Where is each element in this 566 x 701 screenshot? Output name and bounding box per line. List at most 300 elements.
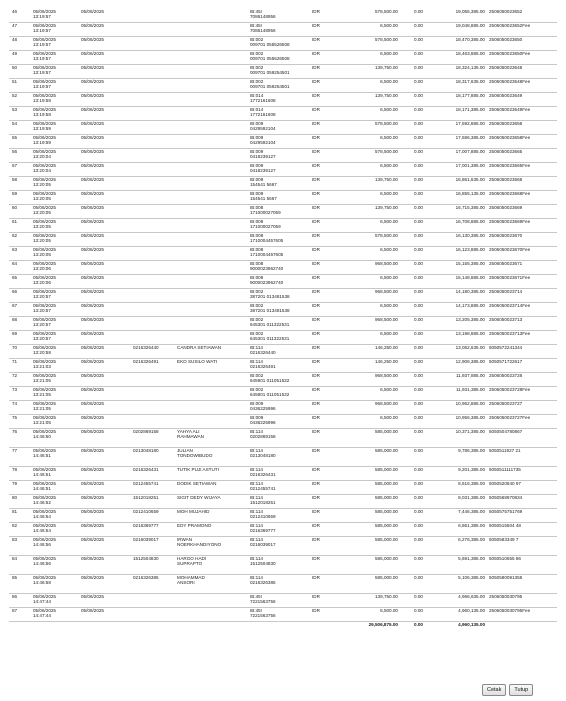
transaction-datetime-text: 14:46:56 [33, 542, 51, 548]
currency-text: IDR [312, 401, 320, 406]
currency [310, 135, 346, 149]
counterparty-name [175, 261, 248, 275]
balance-text: 18,470,385.00 [455, 37, 485, 42]
row-number-text: 53 [12, 107, 18, 112]
reference-number [131, 608, 175, 622]
fee-text: 0.00 [414, 608, 423, 613]
fee-text: 0.00 [414, 65, 423, 70]
currency [310, 23, 346, 37]
currency [310, 149, 346, 163]
description-text: 0418239127 [250, 154, 276, 160]
table-row[interactable] [9, 275, 557, 289]
fee [400, 51, 425, 65]
table-row[interactable] [9, 205, 557, 219]
counterparty-name-text: EDY PRAMONO [177, 523, 212, 528]
description [248, 556, 310, 575]
table-row[interactable] [9, 317, 557, 331]
row-number-text: 75 [12, 415, 18, 420]
value-date-text: 05/06/2025 [81, 359, 104, 364]
description-text: 645301 011322531 [250, 336, 290, 342]
transaction-datetime-text: 05/06/2025 [33, 523, 56, 528]
fee [400, 275, 425, 289]
table-row[interactable] [9, 429, 557, 448]
table-row[interactable] [9, 537, 557, 556]
row-number [9, 331, 31, 345]
fee-text: 0.00 [414, 23, 423, 28]
fee [400, 65, 425, 79]
transaction-datetime [31, 9, 79, 23]
fee-text: 0.00 [414, 79, 423, 84]
currency [310, 93, 346, 107]
total-amount [346, 622, 400, 632]
amount [346, 467, 400, 481]
description-text: 1512504830 [250, 561, 276, 567]
balance-text: 4,960,135.00 [458, 608, 485, 613]
balance [425, 387, 487, 401]
currency-text: IDR [312, 121, 320, 126]
balance [425, 495, 487, 509]
fee [400, 219, 425, 233]
description-text: 154541 5667 [250, 196, 277, 202]
transaction-id [487, 359, 557, 373]
value-date [79, 79, 131, 93]
amount [346, 331, 400, 345]
transaction-id [487, 191, 557, 205]
table-row[interactable] [9, 65, 557, 79]
fee-text: 0.00 [414, 373, 423, 378]
value-date [79, 303, 131, 317]
amount-text: 6,500.00 [380, 303, 398, 308]
description [248, 191, 310, 205]
transaction-id-text: 2506050023714Fee [489, 303, 531, 308]
counterparty-name [175, 575, 248, 594]
row-number [9, 401, 31, 415]
amount-text: 6,500.00 [380, 107, 398, 112]
fee-text: 0.00 [414, 219, 423, 224]
fee-text: 0.00 [414, 359, 423, 364]
fee [400, 289, 425, 303]
table-row[interactable] [9, 556, 557, 575]
amount [346, 135, 400, 149]
transaction-id-text: 5050571722617 [489, 359, 523, 364]
transaction-id-text: 2506050023665 [489, 149, 523, 154]
value-date [79, 345, 131, 359]
currency [310, 467, 346, 481]
value-date-text: 05/06/2025 [81, 191, 104, 196]
balance-text: 6,276,385.00 [458, 537, 485, 542]
table-row[interactable] [9, 359, 557, 373]
table-row[interactable] [9, 495, 557, 509]
fee-text: 0.00 [414, 429, 423, 434]
row-number-text: 59 [12, 191, 18, 196]
table-row[interactable] [9, 177, 557, 191]
transaction-datetime-text: 05/06/2025 [33, 556, 56, 561]
currency [310, 247, 346, 261]
row-number [9, 51, 31, 65]
transaction-datetime-text: 14:46:50 [33, 434, 51, 440]
balance [425, 37, 487, 51]
reference-number [131, 247, 175, 261]
currency [310, 163, 346, 177]
fee [400, 107, 425, 121]
transaction-id-text: 2506050023727Fee [489, 415, 531, 420]
description-text: 0202869158 [250, 434, 276, 440]
table-row[interactable] [9, 387, 557, 401]
balance [425, 93, 487, 107]
reference-number-text: 0216326385 [133, 575, 159, 580]
value-date-text: 05/06/2025 [81, 23, 104, 28]
transaction-id-text: 2506050023671Fee [489, 275, 531, 280]
reference-number [131, 317, 175, 331]
counterparty-name [175, 219, 248, 233]
value-date [79, 495, 131, 509]
value-date-text: 05/06/2025 [81, 79, 104, 84]
transaction-datetime [31, 608, 79, 622]
balance-text: 11,931,385.00 [455, 387, 485, 392]
value-date [79, 107, 131, 121]
table-row[interactable] [9, 51, 557, 65]
table-row[interactable] [9, 331, 557, 345]
description [248, 359, 310, 373]
row-number [9, 9, 31, 23]
print-button[interactable]: Cetak [482, 684, 506, 696]
description [248, 401, 310, 415]
transaction-id-text: 2506050023650 [489, 37, 523, 42]
value-date-text: 05/06/2025 [81, 163, 104, 168]
row-number [9, 509, 31, 523]
transaction-datetime-text: 05/06/2025 [33, 247, 56, 252]
row-number-text: 47 [12, 23, 18, 28]
transaction-datetime-text: 13:19:58 [33, 98, 51, 104]
transaction-datetime-text: 13:20:05 [33, 224, 51, 230]
row-number [9, 23, 31, 37]
balance-text: 4,966,635.00 [458, 594, 485, 599]
counterparty-name [175, 317, 248, 331]
table-row[interactable] [9, 149, 557, 163]
currency-text: IDR [312, 481, 320, 486]
total-balance-text: 4,960,135.00 [458, 622, 485, 627]
currency-text: IDR [312, 509, 320, 514]
total-amount-text: 29,506,875.00 [368, 622, 398, 627]
transaction-datetime-text: 14:46:54 [33, 528, 51, 534]
row-number [9, 373, 31, 387]
fee-text: 0.00 [414, 523, 423, 528]
transaction-datetime [31, 163, 79, 177]
value-date-text: 05/06/2025 [81, 608, 104, 613]
fee-text: 0.00 [414, 107, 423, 112]
currency-text: IDR [312, 135, 320, 140]
totals-spacer [31, 622, 79, 632]
transaction-datetime [31, 575, 79, 594]
table-row[interactable] [9, 373, 557, 387]
balance-text: 17,001,385.00 [455, 163, 485, 168]
amount [346, 345, 400, 359]
transaction-datetime [31, 373, 79, 387]
currency [310, 594, 346, 608]
row-number-text: 77 [12, 448, 18, 453]
reference-number [131, 275, 175, 289]
table-row[interactable] [9, 608, 557, 622]
amount-text: 585,000.00 [375, 467, 398, 472]
table-row[interactable] [9, 594, 557, 608]
transaction-datetime-text: 13:21:05 [33, 420, 51, 426]
row-number-text: 62 [12, 233, 18, 238]
fee [400, 261, 425, 275]
balance-text: 13,198,885.00 [455, 331, 485, 336]
reference-number [131, 556, 175, 575]
amount-text: 968,500.00 [375, 289, 398, 294]
fee-text: 0.00 [414, 233, 423, 238]
table-row[interactable] [9, 523, 557, 537]
description [248, 219, 310, 233]
description-text: IB:114 [250, 495, 263, 500]
transaction-datetime-text: 14:46:58 [33, 580, 51, 586]
amount [346, 275, 400, 289]
transaction-datetime-text: 13:20:04 [33, 168, 51, 174]
counterparty-name [175, 415, 248, 429]
reference-number [131, 121, 175, 135]
table-row[interactable] [9, 37, 557, 51]
transaction-datetime-text: 14:46:51 [33, 453, 51, 459]
total-fee-text: 0.00 [414, 622, 423, 627]
value-date [79, 575, 131, 594]
fee [400, 331, 425, 345]
fee-text: 0.00 [414, 317, 423, 322]
balance-text: 10,962,885.00 [455, 401, 485, 406]
row-number [9, 415, 31, 429]
table-row[interactable] [9, 233, 557, 247]
value-date-text: 05/06/2025 [81, 9, 104, 14]
table-row[interactable] [9, 107, 557, 121]
amount-text: 578,500.00 [375, 121, 398, 126]
currency-text: IDR [312, 191, 320, 196]
description-text: IB:008 [250, 247, 264, 252]
transaction-datetime [31, 275, 79, 289]
transaction-datetime [31, 233, 79, 247]
balance [425, 401, 487, 415]
table-row[interactable] [9, 467, 557, 481]
balance [425, 608, 487, 622]
counterparty-name [175, 149, 248, 163]
reference-number [131, 261, 175, 275]
currency-text: IDR [312, 163, 320, 168]
balance-text: 19,055,385.00 [455, 9, 485, 14]
table-row[interactable] [9, 191, 557, 205]
transaction-id [487, 23, 557, 37]
description [248, 289, 310, 303]
description-text: IB:002 [250, 373, 264, 378]
transaction-id [487, 163, 557, 177]
value-date [79, 205, 131, 219]
transaction-datetime [31, 556, 79, 575]
row-number-text: 51 [12, 79, 18, 84]
value-date-text: 05/06/2025 [81, 345, 104, 350]
value-date [79, 523, 131, 537]
transaction-datetime-text: 13:20:05 [33, 182, 51, 188]
transaction-datetime-text: 05/06/2025 [33, 415, 56, 420]
currency [310, 359, 346, 373]
counterparty-name-text: ANSORI [177, 580, 195, 586]
table-row[interactable] [9, 247, 557, 261]
table-row[interactable] [9, 79, 557, 93]
transaction-id [487, 523, 557, 537]
row-number [9, 345, 31, 359]
currency [310, 261, 346, 275]
transaction-id-text: 2506050023648 [489, 65, 523, 70]
amount [346, 233, 400, 247]
table-row[interactable] [9, 23, 557, 37]
transaction-datetime [31, 177, 79, 191]
row-number [9, 495, 31, 509]
description [248, 467, 310, 481]
counterparty-name [175, 537, 248, 556]
fee [400, 177, 425, 191]
table-row[interactable] [9, 345, 557, 359]
amount-text: 585,000.00 [375, 509, 398, 514]
currency [310, 205, 346, 219]
row-number [9, 481, 31, 495]
transaction-id [487, 65, 557, 79]
balance-text: 16,715,385.00 [455, 205, 485, 210]
table-row[interactable] [9, 481, 557, 495]
description-text: 7086148956 [250, 14, 276, 20]
table-row[interactable] [9, 9, 557, 23]
reference-number [131, 23, 175, 37]
description-text: 0429592104 [250, 126, 276, 132]
transaction-id-text: 2506050023649Fee [489, 107, 531, 112]
transaction-datetime-text: 13:21:05 [33, 406, 51, 412]
value-date [79, 317, 131, 331]
table-row[interactable] [9, 219, 557, 233]
row-number [9, 107, 31, 121]
reference-number [131, 135, 175, 149]
amount [346, 247, 400, 261]
table-row[interactable] [9, 261, 557, 275]
fee [400, 401, 425, 415]
description-text: 0213048180 [250, 453, 276, 459]
currency-text: IDR [312, 107, 320, 112]
balance-text: 8,031,385.00 [458, 495, 485, 500]
transaction-id [487, 448, 557, 467]
value-date-text: 05/06/2025 [81, 93, 104, 98]
table-row[interactable] [9, 303, 557, 317]
balance-text: 18,324,135.00 [455, 65, 485, 70]
description-text: IB:002 [250, 303, 264, 308]
counterparty-name [175, 331, 248, 345]
table-row[interactable] [9, 448, 557, 467]
fee-text: 0.00 [414, 121, 423, 126]
reference-number [131, 575, 175, 594]
transaction-id-text: 2506050023669Fee [489, 219, 531, 224]
transaction-datetime-text: 05/06/2025 [33, 9, 56, 14]
transaction-datetime-text: 13:19:57 [33, 70, 51, 76]
fee-text: 0.00 [414, 448, 423, 453]
row-number-text: 52 [12, 93, 18, 98]
description [248, 93, 310, 107]
currency-text: IDR [312, 495, 320, 500]
table-row[interactable] [9, 121, 557, 135]
amount [346, 163, 400, 177]
counterparty-name [175, 121, 248, 135]
description-text: IB:114 [250, 345, 263, 350]
table-row[interactable] [9, 163, 557, 177]
transaction-datetime [31, 51, 79, 65]
fee [400, 448, 425, 467]
transaction-datetime [31, 135, 79, 149]
amount-text: 585,000.00 [375, 429, 398, 434]
transaction-datetime [31, 205, 79, 219]
transaction-datetime-text: 05/06/2025 [33, 23, 56, 28]
currency-text: IDR [312, 261, 320, 266]
table-row[interactable] [9, 135, 557, 149]
transaction-id [487, 177, 557, 191]
totals-spacer [487, 622, 557, 632]
table-row[interactable] [9, 575, 557, 594]
description [248, 79, 310, 93]
counterparty-name [175, 107, 248, 121]
table-row[interactable] [9, 415, 557, 429]
counterparty-name [175, 65, 248, 79]
transaction-id-text: 5050504780867 [489, 429, 523, 434]
amount [346, 575, 400, 594]
row-number-text: 79 [12, 481, 18, 486]
transaction-datetime [31, 401, 79, 415]
transaction-datetime-text: 05/06/2025 [33, 429, 56, 434]
counterparty-name-text: TONDOWIBUDO [177, 453, 213, 459]
description-text: 1772161608 [250, 112, 276, 118]
row-number [9, 37, 31, 51]
reference-number [131, 65, 175, 79]
amount [346, 177, 400, 191]
currency-text: IDR [312, 289, 320, 294]
balance-text: 16,708,885.00 [455, 219, 485, 224]
fee [400, 387, 425, 401]
balance [425, 65, 487, 79]
amount-text: 585,000.00 [375, 448, 398, 453]
counterparty-name-text: SUPRAPTO [177, 561, 203, 567]
table-row[interactable] [9, 401, 557, 415]
value-date [79, 191, 131, 205]
value-date-text: 05/06/2025 [81, 481, 104, 486]
transaction-id-text: 2506050023652 [489, 9, 523, 14]
balance [425, 594, 487, 608]
amount-text: 6,500.00 [380, 331, 398, 336]
transaction-datetime-text: 13:19:57 [33, 42, 51, 48]
balance [425, 289, 487, 303]
row-number [9, 205, 31, 219]
transaction-id [487, 247, 557, 261]
row-number [9, 93, 31, 107]
table-row[interactable] [9, 509, 557, 523]
fee-text: 0.00 [414, 415, 423, 420]
table-row[interactable] [9, 93, 557, 107]
close-button[interactable]: Tutup [509, 684, 533, 696]
amount [346, 481, 400, 495]
table-row[interactable] [9, 289, 557, 303]
balance [425, 509, 487, 523]
description-text: IB:002 [250, 331, 264, 336]
description-text: 645901 011051532 [250, 378, 290, 384]
currency [310, 65, 346, 79]
transaction-datetime-text: 05/06/2025 [33, 275, 56, 280]
description [248, 247, 310, 261]
balance-text: 18,171,385.00 [455, 107, 485, 112]
transaction-datetime [31, 481, 79, 495]
currency [310, 275, 346, 289]
description-text: 7221563756 [250, 599, 276, 605]
transaction-datetime [31, 345, 79, 359]
counterparty-name [175, 523, 248, 537]
